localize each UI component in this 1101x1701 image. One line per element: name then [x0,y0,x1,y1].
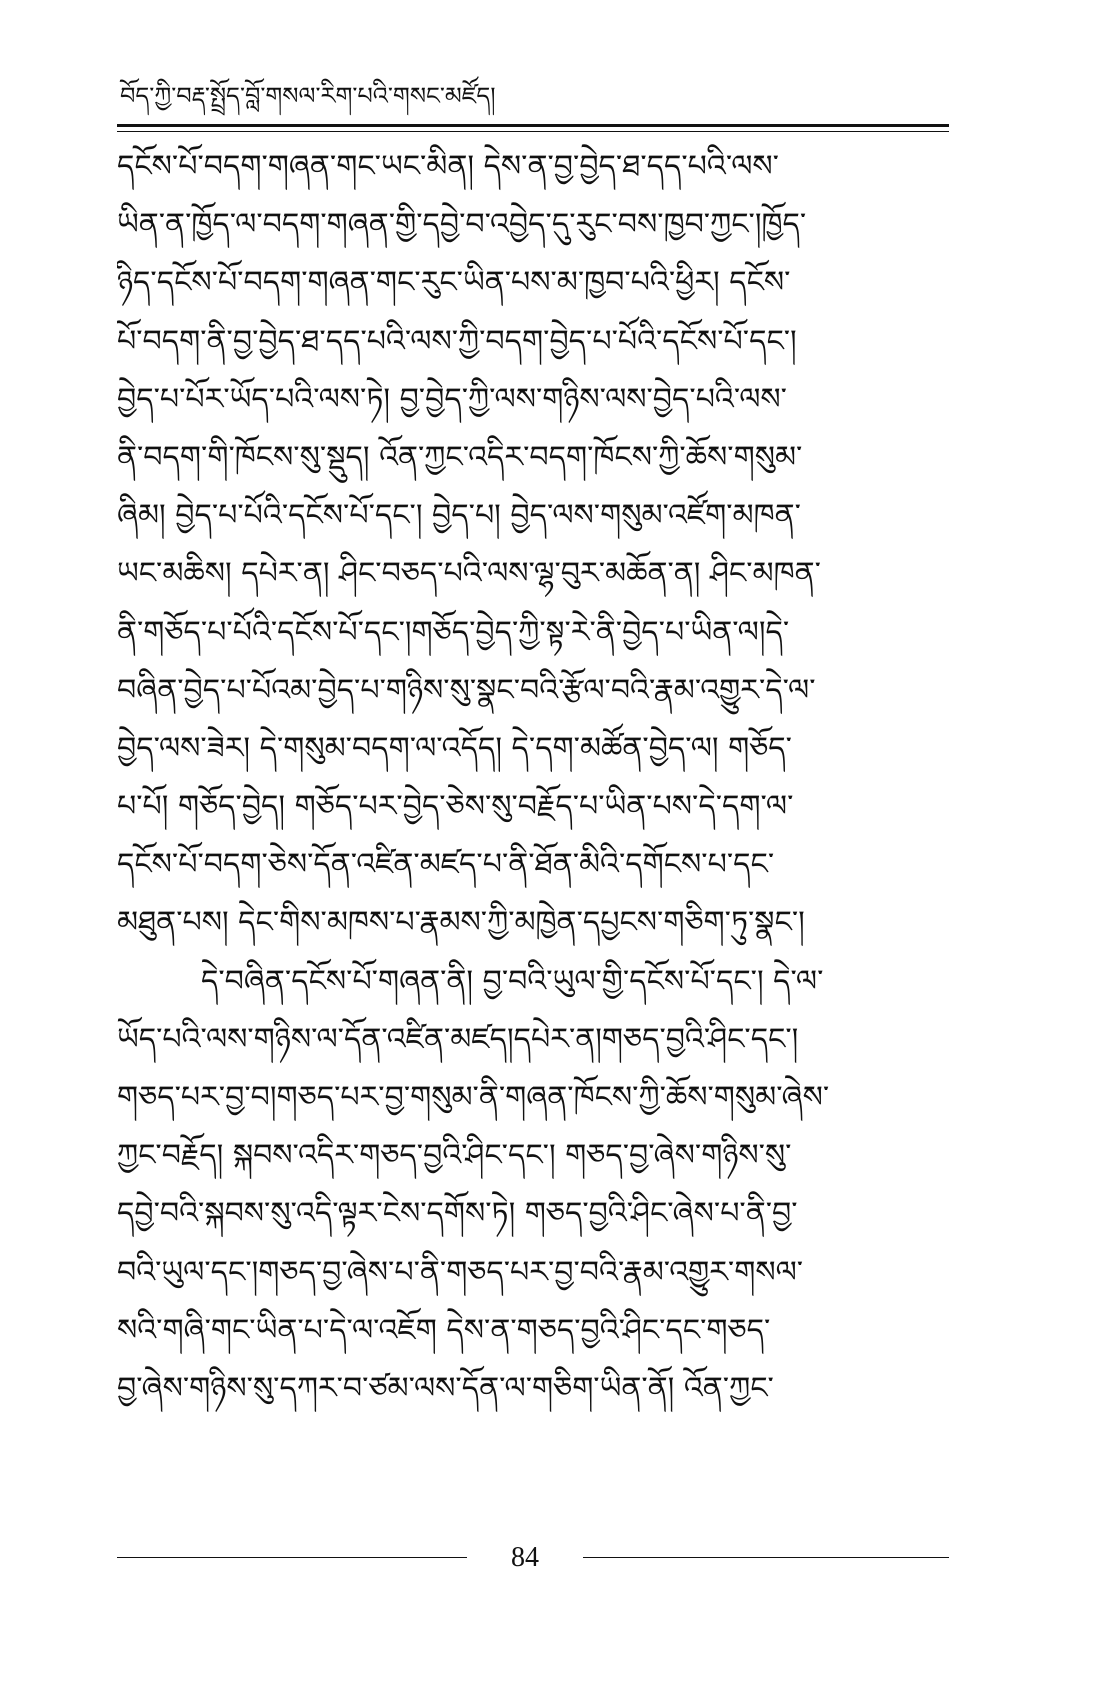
text-line: བྱེད་ལས་ཟེར། དེ་གསུམ་བདག་ལ་འདོད། དེ་དག་མཚོན་བྱེད་ལ། གཅོད་ [117,730,792,766]
paragraph-start-line: དེ་བཞིན་དངོས་པོ་གཞན་ནི། བྱ་བའི་ཡུལ་གྱི་དངོས་པོ་དང་། དེ་ལ་ [201,963,824,999]
text-line: ཀྱང་བརྗོད། སྐབས་འདིར་གཅད་བྱའི་ཤིང་དང་། གཅད་བྱ་ཞེས་གཉིས་སུ་ [117,1138,792,1174]
text-line: བྱ་ཞེས་གཉིས་སུ་དཀར་བ་ཙམ་ལས་དོན་ལ་གཅིག་ཡིན་ནོ། འོན་ཀྱང་ [117,1370,774,1406]
text-line: དབྱེ་བའི་སྐབས་སུ་འདི་ལྟར་ངེས་དགོས་ཏེ། གཅད་བྱའི་ཤིང་ཞེས་པ་ནི་བྱ་ [117,1196,798,1232]
text-line: མཐུན་པས། དེང་གིས་མཁས་པ་རྣམས་ཀྱི་མཁྱེན་དཔྱངས་གཅིག་ཏུ་སྣང་། [117,905,805,941]
text-line: གཅད་པར་བྱ་བ།གཅད་པར་བྱ་གསུམ་ནི་གཞན་ཁོངས་ཀྱི་ཆོས་གསུམ་ཞེས་ [117,1080,830,1115]
header-rule-thick [117,124,949,127]
text-line: དངོས་པོ་བདག་ཅེས་དོན་འཛིན་མཛད་པ་ནི་ཐོན་མིའི་དགོངས་པ་དང་ [117,847,775,883]
footer-rule-left [117,1557,467,1558]
text-line: བའི་ཡུལ་དང་།གཅད་བྱ་ཞེས་པ་ནི་གཅད་པར་བྱ་བའི་རྣམ་འགྱུར་གསལ་ [117,1254,804,1290]
text-line: ཞིམ། བྱེད་པ་པོའི་དངོས་པོ་དང་། བྱེད་པ། བྱེད་ལས་གསུམ་འཛོག་མཁན་ [117,498,801,534]
text-line: པ་པོ། གཅོད་བྱེད། གཅོད་པར་བྱེད་ཅེས་སུ་བརྗོད་པ་ཡིན་པས་དེ་དག་ལ་ [117,789,794,825]
text-line: ཡིན་ན་ཁྱོད་ལ་བདག་གཞན་གྱི་དབྱེ་བ་འབྱེད་དུ་རུང་བས་ཁྱབ་ཀྱང་།ཁྱོད་ [117,207,807,243]
text-line: ནི་བདག་གི་ཁོངས་སུ་སྡུད། འོན་ཀྱང་འདིར་བདག་ཁོངས་ཀྱི་ཆོས་གསུམ་ [117,439,803,475]
page-footer [117,1538,949,1578]
text-line: བཞིན་བྱེད་པ་པོའམ་བྱེད་པ་གཉིས་སུ་སྣང་བའི་རྩོལ་བའི་རྣམ་འགྱུར་དེ་ལ་ [117,672,816,708]
text-line: དངོས་པོ་བདག་གཞན་གང་ཡང་མིན། དེས་ན་བྱ་བྱེད་ཐ་དད་པའི་ལས་ [117,149,779,184]
text-line: བྱེད་པ་པོར་ཡོད་པའི་ལས་ཏེ། བྱ་བྱེད་ཀྱི་ལས་གཉིས་ལས་བྱེད་པའི་ལས་ [117,381,787,417]
footer-rule-right [583,1557,949,1558]
text-line: ནི་གཅོད་པ་པོའི་དངོས་པོ་དང་།གཅོད་བྱེད་ཀྱི་སྟ་རེ་ནི་བྱེད་པ་ཡིན་ལ།དེ་ [117,614,790,650]
text-line: པོ་བདག་ནི་བྱ་བྱེད་ཐ་དད་པའི་ལས་ཀྱི་བདག་བྱེད་པ་པོའི་དངོས་པོ་དང་། [117,323,797,359]
text-line: སའི་གཞི་གང་ཡིན་པ་དེ་ལ་འཇོག དེས་ན་གཅད་བྱའི་ཤིང་དང་གཅད་ [117,1312,771,1348]
body-text [117,138,951,1418]
text-line: ཡང་མཆིས། དཔེར་ན། ཤིང་བཅད་པའི་ལས་ལྷ་བུར་མཆོན་ན། ཤིང་མཁན་ [117,556,821,592]
text-line: ཡོད་པའི་ལས་གཉིས་ལ་དོན་འཛིན་མཛད།དཔེར་ན།གཅད་བྱའི་ཤིང་དང་། [117,1021,799,1057]
running-header-title: བོད་ཀྱི་བརྡ་སྤྲོད་བློ་གསལ་རིག་པའི་གསང་མཛོད། [120,82,496,110]
page-number: 84 [511,1542,539,1573]
header-rule-thin [117,131,949,132]
text-line: ཉིད་དངོས་པོ་བདག་གཞན་གང་རུང་ཡིན་པས་མ་ཁྱབ་པའི་ཕྱིར། དངོས་ [117,265,791,301]
